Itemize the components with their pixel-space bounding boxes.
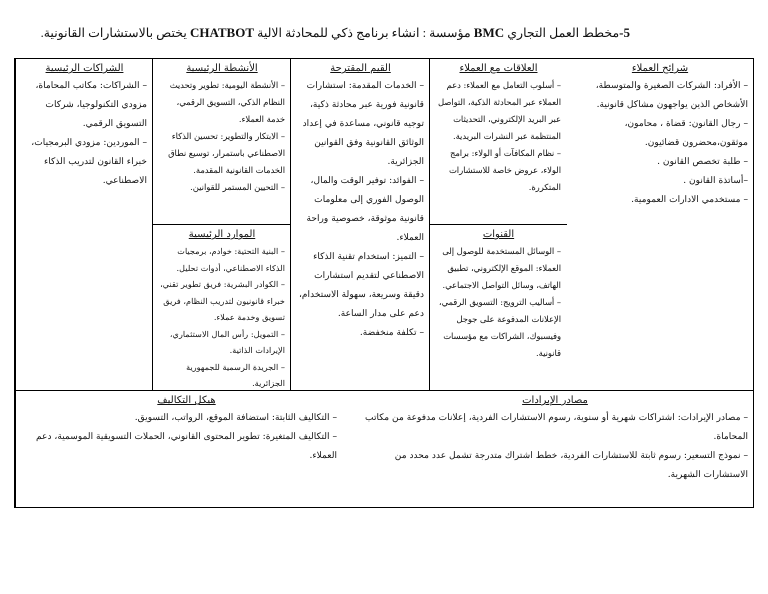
revenue-streams-block [356,390,754,508]
customer-relationships-block [429,59,567,225]
list-item: – تكلفة منخفضة. [359,328,424,338]
list-item: – الكوادر البشرية: فريق تطوير تقني، خبراء قانونيون لتدريب النظام، فريق تسويق وخدمة عملاء. [160,279,285,322]
list-item: – التحيين المستمر للقوانين. [190,182,285,192]
list-item: – نظام المكافآت أو الولاء: برامج الولاء، عروض خاصة للاستشارات المتكررة. [448,148,561,192]
list-item: – الموردين: مزودي البرمجيات، خبراء القانون لتدريب الذكاء الاصطناعي. [31,138,147,186]
list-item: – الشراكات: مكاتب المحاماة، مزودي التكنولوجيا، شركات التسويق الرقمي. [35,81,147,129]
key-activities-list [159,77,285,196]
list-item: – أساليب الترويج: التسويق الرقمي، الإعلانات المدفوعة على جوجل وفيسبوك، الشراكات مع مؤسسات قانونية. [438,297,561,358]
key-resources-block [152,225,291,391]
customer-segments-block [566,59,754,391]
key-partners-heading: الشراكات الرئيسية [45,63,124,74]
list-item: – طلبة تخصص القانون . [657,157,748,167]
list-item: – الابتكار والتطوير: تحسين الذكاء الاصطناعي باستمرار، توسيع نطاق الخدمات القانونية المقدمة. [168,131,285,175]
key-partners-block [15,59,153,391]
value-propositions-heading: القيم المقترحة [330,63,391,74]
value-propositions-list [297,77,424,343]
list-item: – الخدمات المقدمة: استشارات قانونية فورية عبر محادثة ذكية، توجيه قانوني، مساعدة في إعداد الوثائق القانونية وفق القوانين الجزائرية. [302,81,424,167]
revenue-streams-heading: مصادر الإيرادات [522,395,588,406]
list-item: – الأنشطة اليومية: تطوير وتحديث النظام الذكي، التسويق الرقمي، خدمة العملاء. [169,80,285,124]
list-item: – التميز: استخدام تقنية الذكاء الاصطناعي لتقديم استشارات دقيقة وسريعة، سهولة الاستخدام، دعم على مدار الساعة. [298,252,424,319]
channels-block [429,225,567,391]
customer-relationships-list [436,77,561,196]
channels-heading: القنوات [482,229,515,240]
customer-segments-heading: شرائح العملاء [631,63,689,74]
cost-structure-list [22,409,351,466]
list-item: – الأفراد: الشركات الصغيرة والمتوسطة، الأشخاص الذين يواجهون مشاكل قانونية. [595,81,748,110]
key-resources-heading: الموارد الرئيسية [188,229,256,240]
list-item: – الجريدة الرسمية للجمهورية الجزائرية. [186,361,285,388]
list-item: – مصادر الإيرادات: اشتراكات شهرية أو سنوية، رسوم الاستشارات الفردية، إعلانات مدفوعة من مكاتب المحاماة. [365,413,748,442]
key-partners-list [22,77,147,191]
cost-structure-heading: هيكل التكاليف [157,395,216,406]
list-item: – التكاليف المتغيرة: تطوير المحتوى القانوني، الحملات التسويقية الموسمية، دعم العملاء. [36,432,337,461]
page-title: 5-مخطط العمل التجاري BMC مؤسسة : انشاء برنامج ذكي للمحادثة الالية CHATBOT يختص بالاستشارات القانونية. [40,25,630,40]
customer-relationships-heading: العلاقات مع العملاء [459,63,538,74]
list-item: – التمويل: رأس المال الاستثماري، الإيرادات الذاتية. [169,328,285,355]
revenue-streams-list [362,409,748,485]
list-item: – الوسائل المستخدمة للوصول إلى العملاء: الموقع الإلكتروني، تطبيق الهاتف، وسائل التواصل الاجتماعي. [442,246,561,290]
cost-structure-block [15,390,357,508]
list-item: – رجال القانون: قضاة ، محامون، موثقون،محضرون قضائيون. [624,119,748,148]
business-model-canvas [14,58,754,508]
list-item: – البنية التحتية: خوادم، برمجيات الذكاء الاصطناعي، أدوات تحليل. [176,246,285,273]
list-item: – أسلوب التعامل مع العملاء: دعم العملاء عبر المحادثة الذكية، التواصل عبر البريد الإلكتروني، التحديثات المنتظمة عبر النشرات البريدية. [437,80,561,141]
key-resources-list [159,243,285,391]
list-item: – مستخدمي الادارات العمومية. [631,195,748,205]
channels-list [436,243,561,362]
value-propositions-block [290,59,430,391]
list-item: – التكاليف الثابتة: استضافة الموقع، الرواتب، التسويق. [134,413,337,423]
key-activities-block [152,59,291,225]
list-item: – الفوائد: توفير الوقت والمال، الوصول الفوري إلى معلومات قانونية موثوقة، خصوصية وراحة العملاء. [306,176,424,243]
list-item: – نموذج التسعير: رسوم ثابتة للاستشارات الفردية، خطط اشتراك متدرجة تشمل عدد محدد من الاستشارات الشهرية. [394,451,748,480]
customer-segments-list [572,77,748,210]
key-activities-heading: الأنشطة الرئيسية [186,63,258,74]
list-item: –أساتذة القانون . [683,176,748,186]
